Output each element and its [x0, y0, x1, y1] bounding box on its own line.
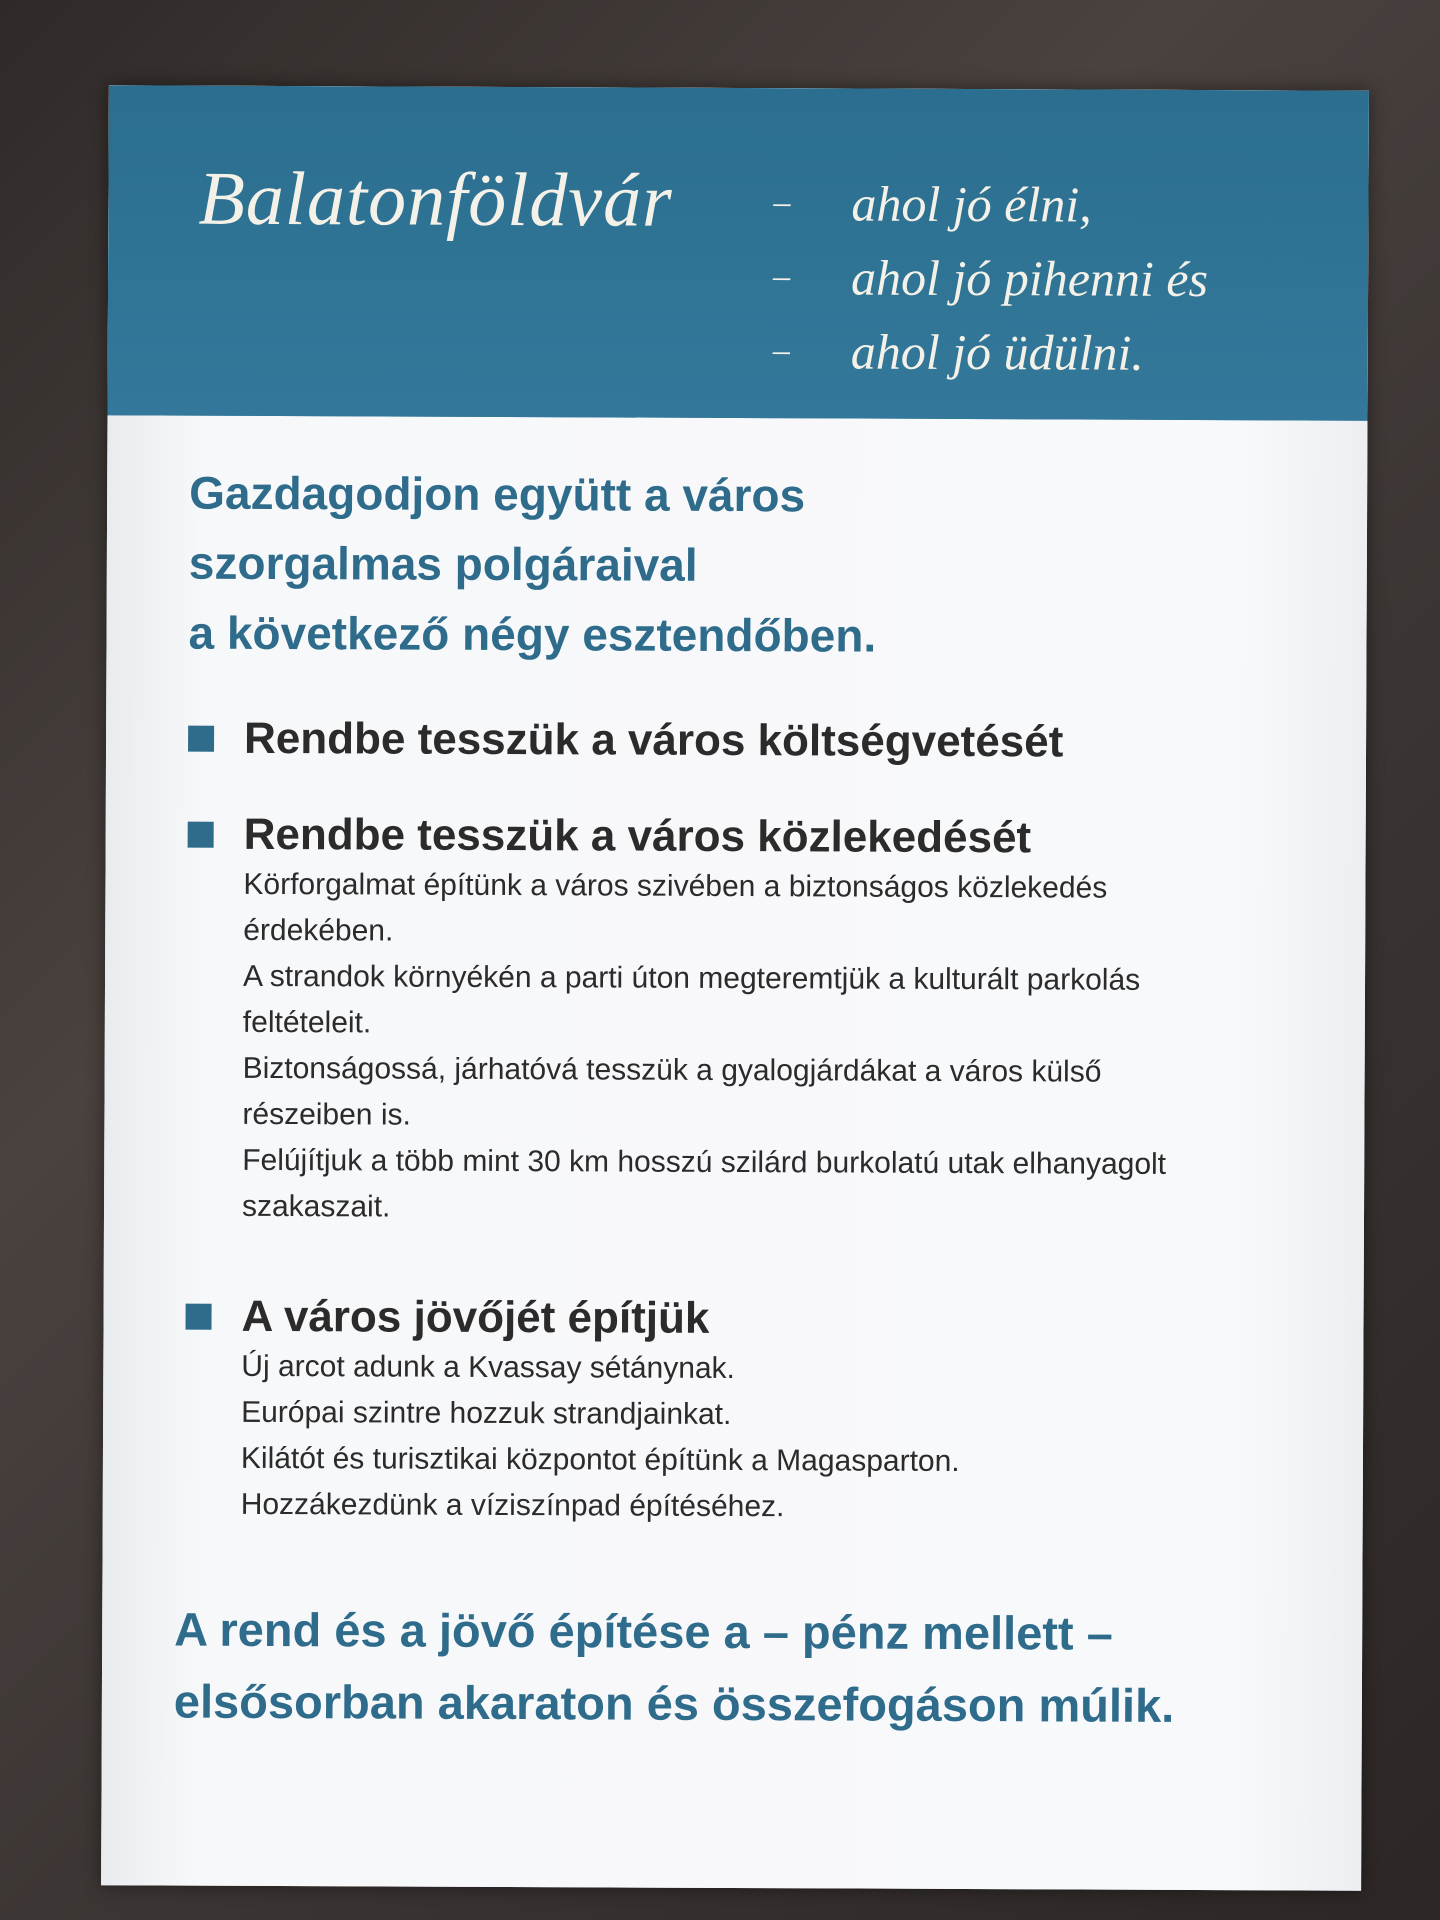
section-lines [241, 1344, 961, 1531]
section-title [188, 810, 1168, 864]
header-banner [107, 85, 1368, 420]
closing-line: elsősorban akaraton és összefogáson múlik. [173, 1674, 1175, 1732]
headline [188, 458, 877, 671]
motto-dash: – [773, 258, 791, 296]
section-title [188, 714, 1063, 768]
motto-line [773, 240, 1208, 316]
section-transport [186, 810, 1168, 1234]
motto-text: ahol jó pihenni és [850, 249, 1209, 308]
closing-statement [174, 1594, 1175, 1742]
motto-list [773, 166, 1209, 390]
section-line: Felújítjuk a több mint 30 km hosszú szilárd burkolatú utak elhanyagolt [242, 1143, 1167, 1181]
motto-text: ahol jó élni, [851, 175, 1092, 233]
section-future [185, 1292, 961, 1531]
section-lines [242, 862, 1167, 1234]
section-line: érdekében. [243, 913, 394, 948]
square-bullet-icon [188, 726, 214, 752]
closing-line: A rend és a jövő építése a – pénz mellett – [174, 1602, 1113, 1660]
section-line: feltételeit. [242, 1005, 372, 1040]
brand-title: Balatonföldvár [198, 156, 673, 243]
section-line: Új arcot adunk a Kvassay sétánynak. [241, 1349, 736, 1386]
section-budget [188, 714, 1063, 768]
section-line: Biztonságossá, járhatóvá tesszük a gyalogjárdákat a város külső [242, 1051, 1102, 1089]
motto-dash: – [773, 184, 791, 222]
headline-line: szorgalmas polgáraival [188, 536, 698, 591]
section-line: részeiben is. [242, 1097, 411, 1132]
square-bullet-icon [188, 822, 214, 848]
motto-dash: – [772, 332, 790, 370]
headline-line: Gazdagodjon együtt a város [189, 466, 806, 522]
flyer-sheet [101, 85, 1369, 1890]
section-line: Európai szintre hozzuk strandjainkat. [241, 1395, 732, 1431]
section-line: A strandok környékén a parti úton megteremtjük a kulturált parkolás [242, 959, 1141, 997]
section-title-text: Rendbe tesszük a város költségvetését [243, 713, 1064, 767]
headline-line: a következő négy esztendőben. [188, 606, 877, 662]
section-title-text: Rendbe tesszük a város közlekedését [243, 809, 1032, 863]
section-line: Körforgalmat építünk a város szivében a biztonságos közlekedés [243, 867, 1108, 905]
section-title [185, 1292, 960, 1345]
section-title-text: A város jövőjét építjük [241, 1291, 710, 1343]
section-line: Hozzákezdünk a víziszínpad építéséhez. [240, 1487, 785, 1524]
section-line: Kilátót és turisztikai központot építünk a Magasparton. [240, 1441, 960, 1478]
motto-line [773, 314, 1208, 390]
section-line: szakaszait. [241, 1189, 391, 1224]
motto-line [773, 166, 1208, 242]
square-bullet-icon [186, 1304, 212, 1330]
motto-text: ahol jó üdülni. [850, 323, 1144, 381]
